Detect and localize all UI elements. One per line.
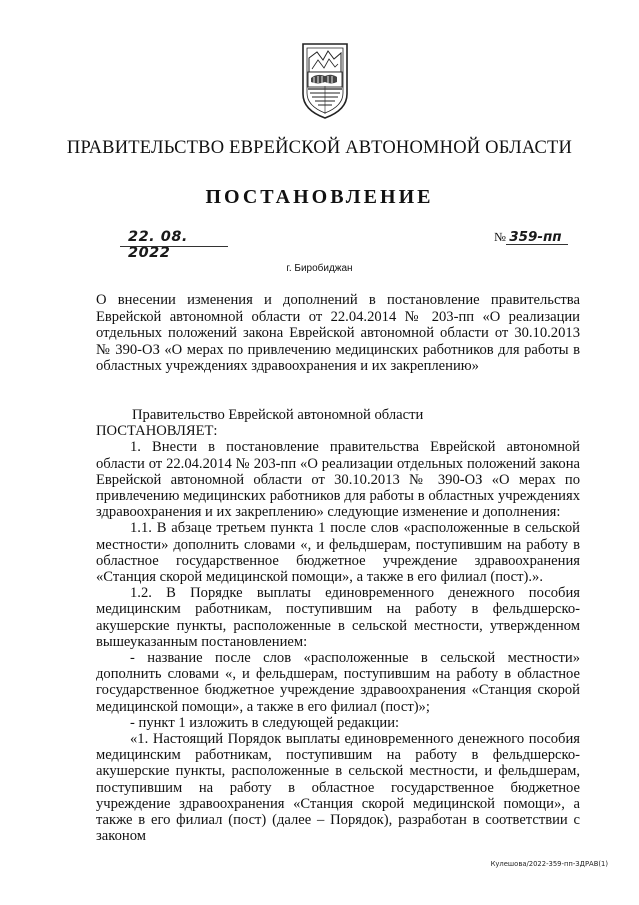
document-number	[494, 229, 574, 245]
city-label: г. Биробиджан	[286, 263, 353, 274]
paragraph-1-1: 1.1. В абзаце третьем пункта 1 после слов «расположенные в сельской местности» дополнить словами «, и фельдшерам, поступившим на работу в областное государственное бюджетное учреждение здравоохранения «Станция скорой медицинской помощи», а также в его филиал (пост).».	[96, 520, 580, 586]
document-type-title: ПОСТАНОВЛЕНИЕ	[205, 186, 434, 208]
number-prefix: №	[494, 230, 506, 244]
coat-of-arms-icon	[297, 42, 353, 122]
footer-code: Кулешова/2022-359-пп-ЗДРАВ(1)	[490, 860, 608, 868]
paragraph-quote: «1. Настоящий Порядок выплаты единовременного денежного пособия медицинским работникам, поступившим на работу в фельдшерско-акушерские пункты, расположенные в сельской местности, и фельдшерам, поступившим на работу в областное государственное бюджетное учреждение здравоохранения «Станция скорой медицинской помощи», а также в его филиал (пост) (далее – Порядок), разработан в соответствии с законом	[96, 731, 580, 845]
handwritten-number: 359-пп	[509, 229, 562, 245]
body-decree: ПОСТАНОВЛЯЕТ:	[96, 423, 218, 440]
document-body	[96, 407, 580, 844]
paragraph-1: 1. Внести в постановление правительства Еврейской автономной области от 22.04.2014 № 203-пп «О реализации отдельных положений закона Еврейской автономной области от 30.10.2013 № 390-ОЗ «О мерах по привлечению медицинских работников для работы в областных учреждениях здравоохранения и их закреплению» следующие изменение и дополнения:	[96, 439, 580, 521]
date-underline	[120, 246, 228, 247]
organization-title: ПРАВИТЕЛЬСТВО ЕВРЕЙСКОЙ АВТОНОМНОЙ ОБЛАСТИ	[66, 138, 573, 158]
paragraph-dash-1: - название после слов «расположенные в сельской местности» дополнить словами «, и фельдшерам, поступившим на работу в областное государственное бюджетное учреждение здравоохранения «Станция скорой медицинской помощи», а также в его филиал (пост)»;	[96, 650, 580, 715]
handwritten-date: 22. 08. 2022	[128, 229, 188, 261]
number-underline	[506, 244, 568, 245]
paragraph-dash-2: - пункт 1 изложить в следующей редакции:	[130, 714, 400, 731]
body-intro: Правительство Еврейской автономной области	[132, 407, 424, 423]
paragraph-1-2: 1.2. В Порядке выплаты единовременного денежного пособия медицинским работникам, поступившим на работу в фельдшерско-акушерские пункты, расположенные в сельской местности, утвержденном вышеуказанным постановлением:	[96, 585, 580, 650]
document-subject: О внесении изменения и дополнений в постановление правительства Еврейской автономной области от 22.04.2014 № 203-пп «О реализации отдельных положений закона Еврейской автономной области от 30.10.2013 № 390-ОЗ «О мерах по привлечению медицинских работников для работы в областных учреждениях здравоохранения и их закреплению»	[96, 292, 580, 374]
